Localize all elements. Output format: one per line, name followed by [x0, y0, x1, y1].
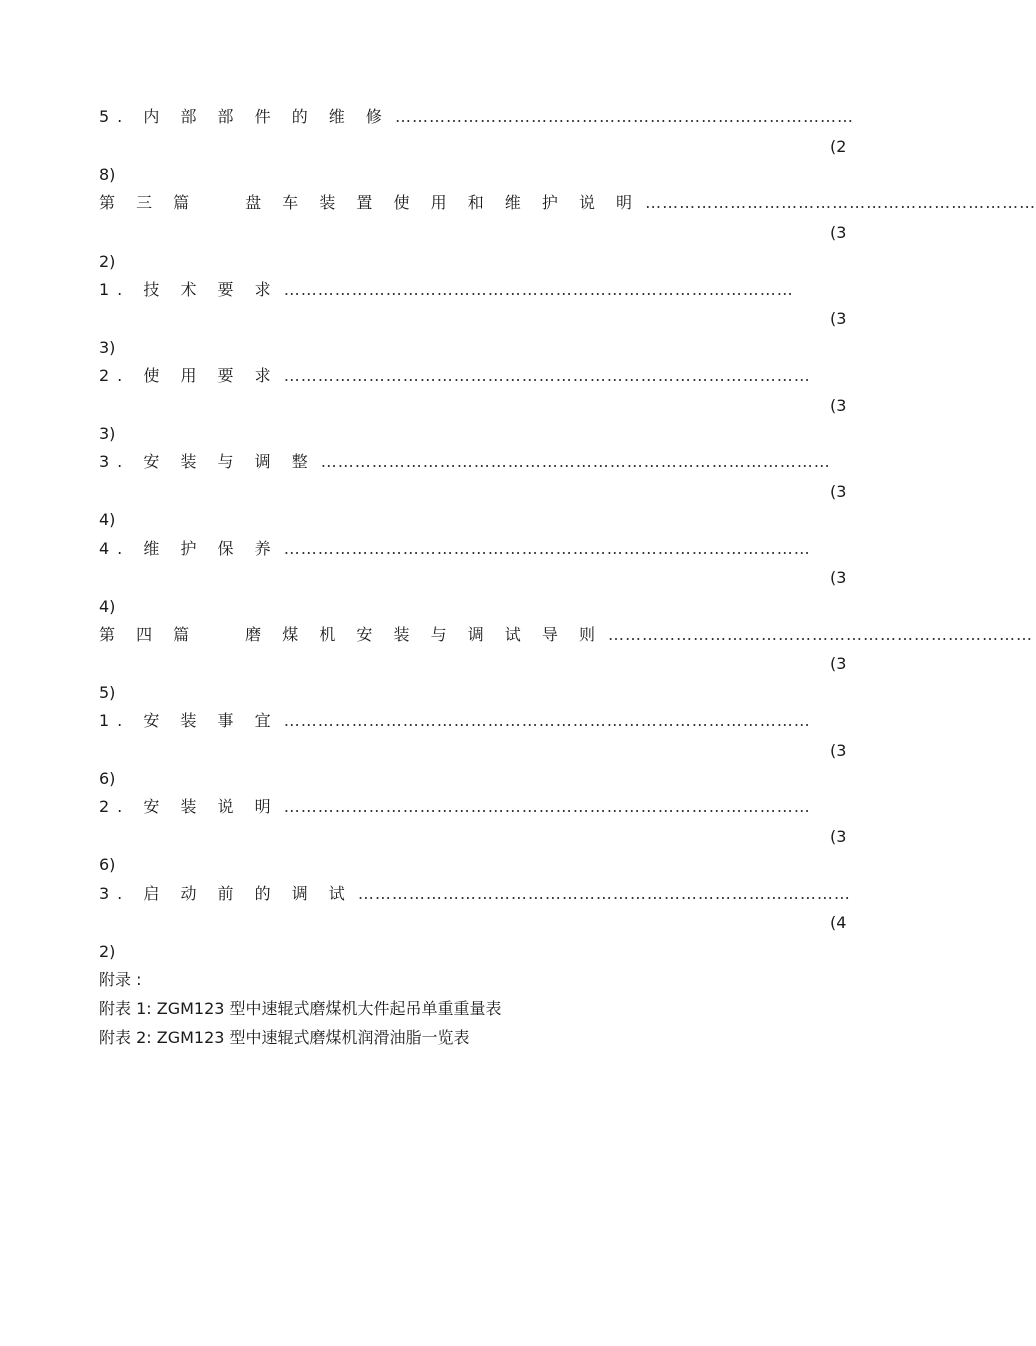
toc-page-number-open: (3 [830, 568, 847, 587]
appendix-item: 附表 1: ZGM123 型中速辊式磨煤机大件起吊单重重量表 [99, 999, 502, 1018]
toc-page-number-close: 6) [99, 769, 116, 788]
toc-page-number-close: 8) [99, 165, 116, 184]
toc-leader-dots: ………………………………………………………………………………… [283, 711, 811, 730]
toc-leader-dots: …………………………………………………………… [645, 193, 1036, 212]
toc-entry-label: 2. 安 装 说 明 [99, 797, 279, 816]
toc-entry [99, 711, 829, 731]
toc-entry [99, 539, 829, 559]
toc-page-number-open: (2 [830, 137, 847, 156]
toc-entry-label: 1. 安 装 事 宜 [99, 711, 279, 730]
toc-entry [99, 107, 854, 127]
toc-entry [99, 280, 829, 300]
toc-page-number-close: 5) [99, 683, 116, 702]
toc-entry-label: 1. 技 术 要 求 [99, 280, 279, 299]
toc-entry-label: 5. 内 部 部 件 的 维 修 [99, 107, 390, 126]
toc-entry-label: 3. 启 动 前 的 调 试 [99, 884, 353, 903]
toc-page-number-open: (4 [830, 913, 847, 932]
toc-leader-dots: ………………………………………………………………………………… [283, 539, 811, 558]
toc-entry [99, 884, 851, 904]
toc-page-number-close: 3) [99, 338, 116, 357]
toc-page-number-open: (3 [830, 741, 847, 760]
toc-page-number-close: 2) [99, 942, 116, 961]
toc-page-number-open: (3 [830, 223, 847, 242]
toc-entry-label: 第 三 篇 盘 车 装 置 使 用 和 维 护 说 明 [99, 193, 641, 212]
toc-entry-label: 第 四 篇 磨 煤 机 安 装 与 调 试 导 则 [99, 625, 603, 644]
toc-page-number-open: (3 [830, 309, 847, 328]
toc-page-number-close: 4) [99, 510, 116, 529]
toc-entry [99, 625, 1034, 645]
toc-leader-dots: ………………………………………………………………………………… [283, 797, 811, 816]
toc-page-number-open: (3 [830, 482, 847, 501]
toc-entry [99, 797, 829, 817]
toc-entry-label: 3. 安 装 与 调 整 [99, 452, 316, 471]
appendix-heading: 附录 : [99, 970, 142, 989]
toc-leader-dots: ……………………………………………………………………………… [283, 280, 794, 299]
appendix-item: 附表 2: ZGM123 型中速辊式磨煤机润滑油脂一览表 [99, 1028, 470, 1047]
toc-entry [99, 366, 829, 386]
toc-page-number-close: 4) [99, 597, 116, 616]
toc-page-number-close: 6) [99, 855, 116, 874]
toc-page-number-open: (3 [830, 396, 847, 415]
toc-entry [99, 452, 829, 472]
toc-entry-label: 2. 使 用 要 求 [99, 366, 279, 385]
toc-entry-label: 4. 维 护 保 养 [99, 539, 279, 558]
toc-entry [99, 193, 1036, 213]
toc-leader-dots: ……………………………………………………………………………… [320, 452, 831, 471]
toc-leader-dots: …………………………………………………………………………… [357, 884, 851, 903]
toc-page-number-close: 2) [99, 252, 116, 271]
toc-page-number-open: (3 [830, 827, 847, 846]
toc-leader-dots: ……………………………………………………………………… [394, 107, 854, 126]
toc-page-number-open: (3 [830, 654, 847, 673]
toc-page-number-close: 3) [99, 424, 116, 443]
toc-leader-dots: ………………………………………………………………………………… [283, 366, 811, 385]
toc-leader-dots: ………………………………………………………………… [608, 625, 1034, 644]
